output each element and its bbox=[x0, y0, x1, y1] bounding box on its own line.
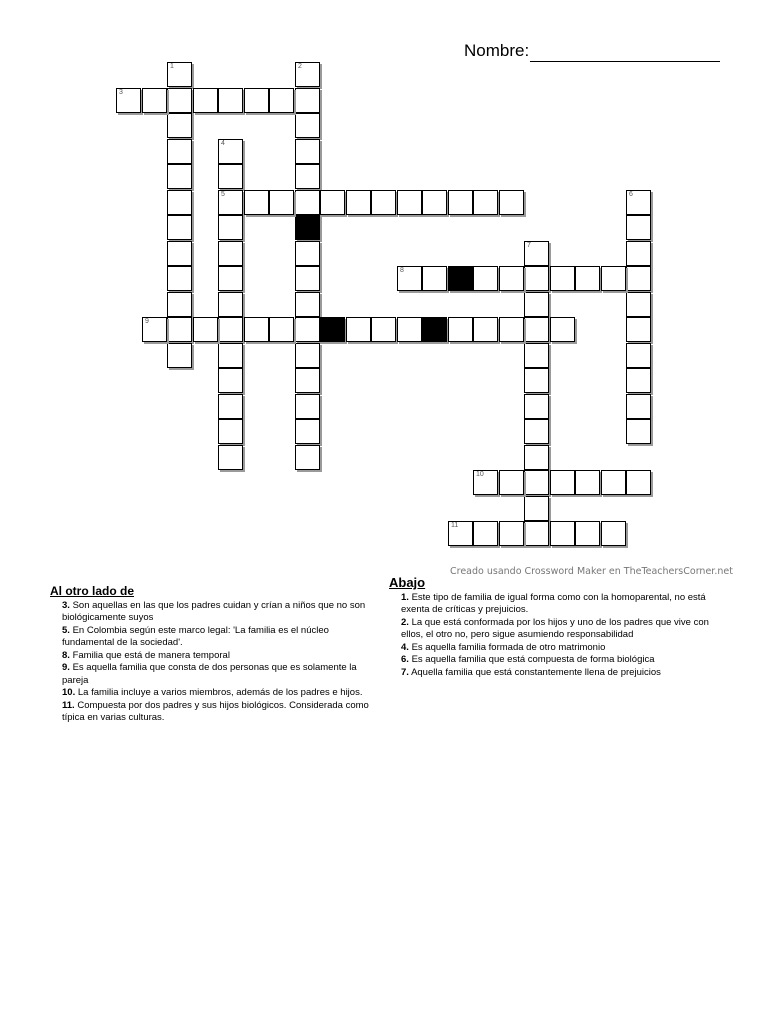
clue-item: 10. La familia incluye a varios miembros, además de los padres e hijos. bbox=[62, 687, 363, 698]
grid-cell[interactable] bbox=[244, 190, 269, 215]
grid-cell[interactable] bbox=[218, 394, 243, 419]
grid-cell[interactable] bbox=[269, 190, 294, 215]
grid-cell[interactable] bbox=[371, 317, 396, 342]
grid-cell[interactable] bbox=[167, 164, 192, 189]
cell-number: 7 bbox=[527, 242, 531, 249]
grid-cell[interactable] bbox=[295, 317, 320, 342]
grid-cell[interactable] bbox=[295, 164, 320, 189]
grid-cell[interactable] bbox=[167, 215, 192, 240]
grid-cell[interactable] bbox=[295, 241, 320, 266]
grid-cell[interactable] bbox=[626, 215, 651, 240]
grid-cell[interactable] bbox=[218, 419, 243, 444]
grid-cell[interactable] bbox=[626, 419, 651, 444]
grid-cell[interactable] bbox=[218, 88, 243, 113]
clue-item: 1. Este tipo de familia de igual forma como con la homoparental, no está exenta de críticas y prejuicios. bbox=[401, 591, 706, 615]
grid-cell[interactable] bbox=[218, 241, 243, 266]
blocked-cell bbox=[320, 317, 345, 342]
grid-cell[interactable] bbox=[550, 470, 575, 495]
grid-cell[interactable] bbox=[295, 343, 320, 368]
grid-cell[interactable] bbox=[575, 470, 600, 495]
cell-number: 9 bbox=[145, 318, 149, 325]
cell-number: 2 bbox=[298, 63, 302, 70]
clue-item: 9. Es aquella familia que consta de dos personas que es solamente la pareja bbox=[62, 662, 357, 686]
grid-cell[interactable] bbox=[601, 470, 626, 495]
across-heading: Al otro lado de bbox=[50, 584, 134, 598]
blocked-cell bbox=[295, 215, 320, 240]
grid-cell[interactable] bbox=[473, 266, 498, 291]
grid-cell[interactable] bbox=[499, 521, 524, 546]
grid-cell[interactable] bbox=[218, 164, 243, 189]
grid-cell[interactable] bbox=[218, 292, 243, 317]
grid-cell[interactable] bbox=[397, 317, 422, 342]
clue-item: 11. Compuesta por dos padres y sus hijos biológicos. Considerada como típica en varias culturas. bbox=[62, 699, 369, 723]
grid-cell[interactable] bbox=[218, 445, 243, 470]
cell-number: 1 bbox=[170, 63, 174, 70]
grid-cell[interactable] bbox=[167, 266, 192, 291]
grid-cell[interactable] bbox=[218, 266, 243, 291]
down-heading: Abajo bbox=[389, 575, 426, 590]
grid-cell[interactable] bbox=[550, 266, 575, 291]
grid-cell[interactable] bbox=[295, 419, 320, 444]
grid-cell[interactable] bbox=[218, 343, 243, 368]
grid-cell[interactable] bbox=[346, 190, 371, 215]
grid-cell[interactable] bbox=[244, 317, 269, 342]
grid-cell[interactable] bbox=[295, 190, 320, 215]
grid-cell[interactable] bbox=[499, 317, 524, 342]
clue-item: 6. Es aquella familia que está compuesta de forma biológica bbox=[401, 654, 655, 665]
grid-cell[interactable] bbox=[626, 470, 651, 495]
across-clue-list bbox=[62, 600, 380, 725]
grid-cell[interactable] bbox=[167, 88, 192, 113]
grid-cell[interactable] bbox=[193, 317, 218, 342]
grid-cell[interactable] bbox=[167, 292, 192, 317]
grid-cell[interactable] bbox=[167, 317, 192, 342]
grid-cell[interactable] bbox=[524, 266, 549, 291]
clue-item: 3. Son aquellas en las que los padres cuidan y crían a niños que no son biológicamente suyos bbox=[62, 599, 366, 623]
grid-cell[interactable] bbox=[524, 496, 549, 521]
grid-cell[interactable] bbox=[295, 368, 320, 393]
grid-cell[interactable] bbox=[626, 317, 651, 342]
grid-cell[interactable] bbox=[626, 343, 651, 368]
grid-cell[interactable] bbox=[167, 113, 192, 138]
grid-cell[interactable] bbox=[601, 266, 626, 291]
grid-cell[interactable] bbox=[193, 88, 218, 113]
grid-cell[interactable] bbox=[626, 241, 651, 266]
grid-cell[interactable] bbox=[575, 521, 600, 546]
grid-cell[interactable] bbox=[167, 241, 192, 266]
cell-number: 6 bbox=[629, 191, 633, 198]
grid-cell[interactable] bbox=[167, 62, 192, 87]
grid-cell[interactable] bbox=[448, 190, 473, 215]
grid-cell[interactable] bbox=[167, 139, 192, 164]
grid-cell[interactable] bbox=[142, 88, 167, 113]
grid-cell[interactable] bbox=[346, 317, 371, 342]
down-clue-list bbox=[401, 592, 714, 680]
grid-cell[interactable] bbox=[295, 266, 320, 291]
grid-cell[interactable] bbox=[295, 113, 320, 138]
grid-cell[interactable] bbox=[397, 266, 422, 291]
grid-cell[interactable] bbox=[524, 241, 549, 266]
grid-cell[interactable] bbox=[218, 368, 243, 393]
cell-number: 10 bbox=[476, 471, 484, 478]
grid-cell[interactable] bbox=[269, 317, 294, 342]
grid-cell[interactable] bbox=[524, 368, 549, 393]
grid-cell[interactable] bbox=[524, 292, 549, 317]
grid-cell[interactable] bbox=[473, 470, 498, 495]
grid-cell[interactable] bbox=[626, 266, 651, 291]
grid-cell[interactable] bbox=[422, 266, 447, 291]
grid-cell[interactable] bbox=[626, 190, 651, 215]
grid-cell[interactable] bbox=[524, 470, 549, 495]
grid-cell[interactable] bbox=[550, 317, 575, 342]
grid-cell[interactable] bbox=[371, 190, 396, 215]
grid-cell[interactable] bbox=[269, 88, 294, 113]
blocked-cell bbox=[422, 317, 447, 342]
cell-number: 8 bbox=[400, 267, 404, 274]
clue-item: 5. En Colombia según este marco legal: 'La familia es el núcleo fundamental de la sociedad'. bbox=[62, 624, 329, 648]
cell-number: 11 bbox=[451, 522, 459, 529]
blocked-cell bbox=[448, 266, 473, 291]
grid-cell[interactable] bbox=[601, 521, 626, 546]
grid-cell[interactable] bbox=[167, 343, 192, 368]
grid-cell[interactable] bbox=[142, 317, 167, 342]
cell-number: 3 bbox=[119, 89, 123, 96]
cell-number: 5 bbox=[221, 191, 225, 198]
grid-cell[interactable] bbox=[524, 317, 549, 342]
grid-cell[interactable] bbox=[295, 445, 320, 470]
grid-cell[interactable] bbox=[295, 292, 320, 317]
across-clues bbox=[50, 585, 380, 725]
clue-item: 4. Es aquella familia formada de otro matrimonio bbox=[401, 641, 606, 653]
cell-number: 4 bbox=[221, 140, 225, 147]
grid-cell[interactable] bbox=[499, 266, 524, 291]
grid-cell[interactable] bbox=[524, 521, 549, 546]
grid-cell[interactable] bbox=[218, 317, 243, 342]
grid-cell[interactable] bbox=[320, 190, 345, 215]
grid-cell[interactable] bbox=[218, 190, 243, 215]
grid-cell[interactable] bbox=[473, 317, 498, 342]
grid-cell[interactable] bbox=[167, 190, 192, 215]
grid-cell[interactable] bbox=[397, 190, 422, 215]
grid-cell[interactable] bbox=[524, 343, 549, 368]
grid-cell[interactable] bbox=[448, 521, 473, 546]
grid-cell[interactable] bbox=[244, 88, 269, 113]
grid-cell[interactable] bbox=[295, 394, 320, 419]
grid-cell[interactable] bbox=[295, 88, 320, 113]
grid-cell[interactable] bbox=[524, 394, 549, 419]
grid-cell[interactable] bbox=[550, 521, 575, 546]
grid-cell[interactable] bbox=[116, 88, 141, 113]
grid-cell[interactable] bbox=[473, 190, 498, 215]
grid-cell[interactable] bbox=[524, 445, 549, 470]
grid-cell[interactable] bbox=[575, 266, 600, 291]
grid-cell[interactable] bbox=[524, 419, 549, 444]
clue-item: 2. La que está conformada por los hijos y uno de los padres que vive con ellos, el otro no, pero sigue asumiendo responsabilidad bbox=[401, 616, 709, 640]
grid-cell[interactable] bbox=[218, 215, 243, 240]
grid-cell[interactable] bbox=[295, 139, 320, 164]
grid-cell[interactable] bbox=[218, 139, 243, 164]
grid-cell[interactable] bbox=[499, 190, 524, 215]
grid-cell[interactable] bbox=[473, 521, 498, 546]
credit-text: Creado usando Crossword Maker en TheTeachersCorner.net bbox=[450, 566, 733, 577]
grid-cell[interactable] bbox=[626, 368, 651, 393]
down-clues bbox=[389, 577, 714, 679]
grid-cell[interactable] bbox=[448, 317, 473, 342]
name-label: Nombre: bbox=[464, 41, 530, 60]
clue-item: 7. Aquella familia que está constantemente llena de prejuicios bbox=[401, 666, 661, 678]
grid-cell[interactable] bbox=[626, 394, 651, 419]
clue-item: 8. Familia que está de manera temporal bbox=[62, 649, 230, 661]
grid-cell[interactable] bbox=[626, 292, 651, 317]
grid-cell[interactable] bbox=[499, 470, 524, 495]
grid-cell[interactable] bbox=[295, 62, 320, 87]
grid-cell[interactable] bbox=[422, 190, 447, 215]
